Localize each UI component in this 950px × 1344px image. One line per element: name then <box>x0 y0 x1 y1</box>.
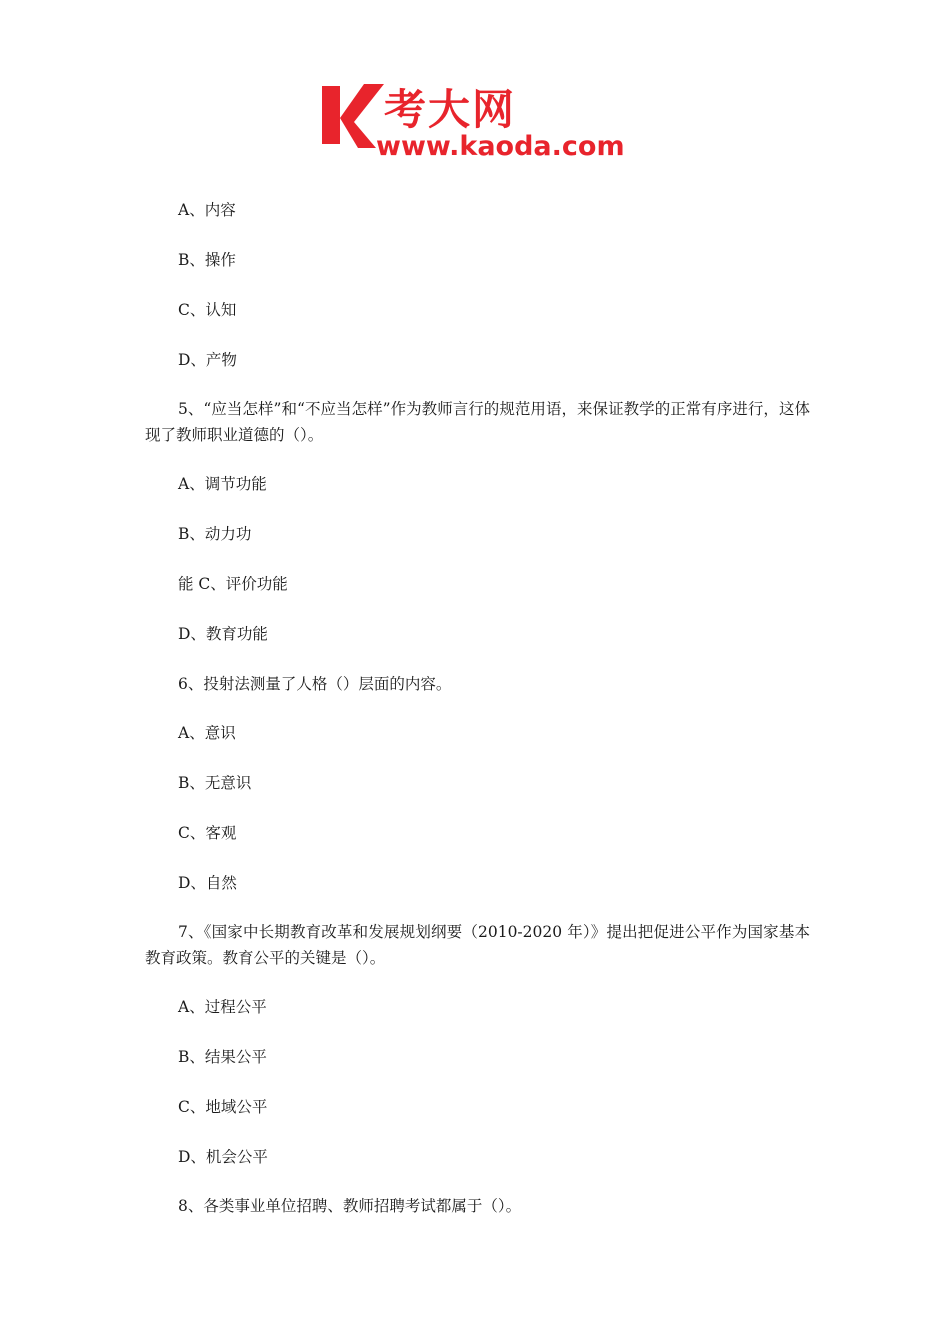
option-b-result-fairness: B、结果公平 <box>178 1048 267 1066</box>
option-b-motivation: B、动力功 <box>178 525 252 543</box>
kaoda-logo <box>318 78 640 162</box>
logo-brand-text: 考大网 <box>384 85 517 134</box>
option-d-opportunity-fairness: D、机会公平 <box>178 1148 268 1166</box>
option-d-product: D、产物 <box>178 351 237 369</box>
option-d-education: D、教育功能 <box>178 625 268 643</box>
option-a-process-fairness: A、过程公平 <box>178 998 267 1016</box>
option-c-regional-fairness: C、地域公平 <box>178 1098 268 1116</box>
logo-url-text: www.kaoda.com <box>376 131 625 162</box>
question-5: 5、“应当怎样”和“不应当怎样”作为教师言行的规范用语，来保证教学的正常有序进行，这体现了教师职业道德的（）。 <box>145 400 810 444</box>
option-c-cognition: C、认知 <box>178 301 237 319</box>
option-c-evaluation: 能 C、评价功能 <box>178 575 288 593</box>
option-d-natural: D、自然 <box>178 874 237 892</box>
option-a-conscious: A、意识 <box>178 724 236 742</box>
logo-k-mark <box>322 84 384 148</box>
question-8: 8、各类事业单位招聘、教师招聘考试都属于（）。 <box>178 1197 522 1215</box>
option-a-content: A、内容 <box>178 201 236 219</box>
question-7: 7、《国家中长期教育改革和发展规划纲要（2010-2020 年）》提出把促进公平作为国家基本教育政策。教育公平的关键是（）。 <box>145 923 810 967</box>
option-b-operation: B、操作 <box>178 251 236 269</box>
option-c-objective: C、客观 <box>178 824 237 842</box>
question-6: 6、投射法测量了人格（）层面的内容。 <box>178 675 452 693</box>
option-a-regulation: A、调节功能 <box>178 475 267 493</box>
option-b-unconscious: B、无意识 <box>178 774 252 792</box>
